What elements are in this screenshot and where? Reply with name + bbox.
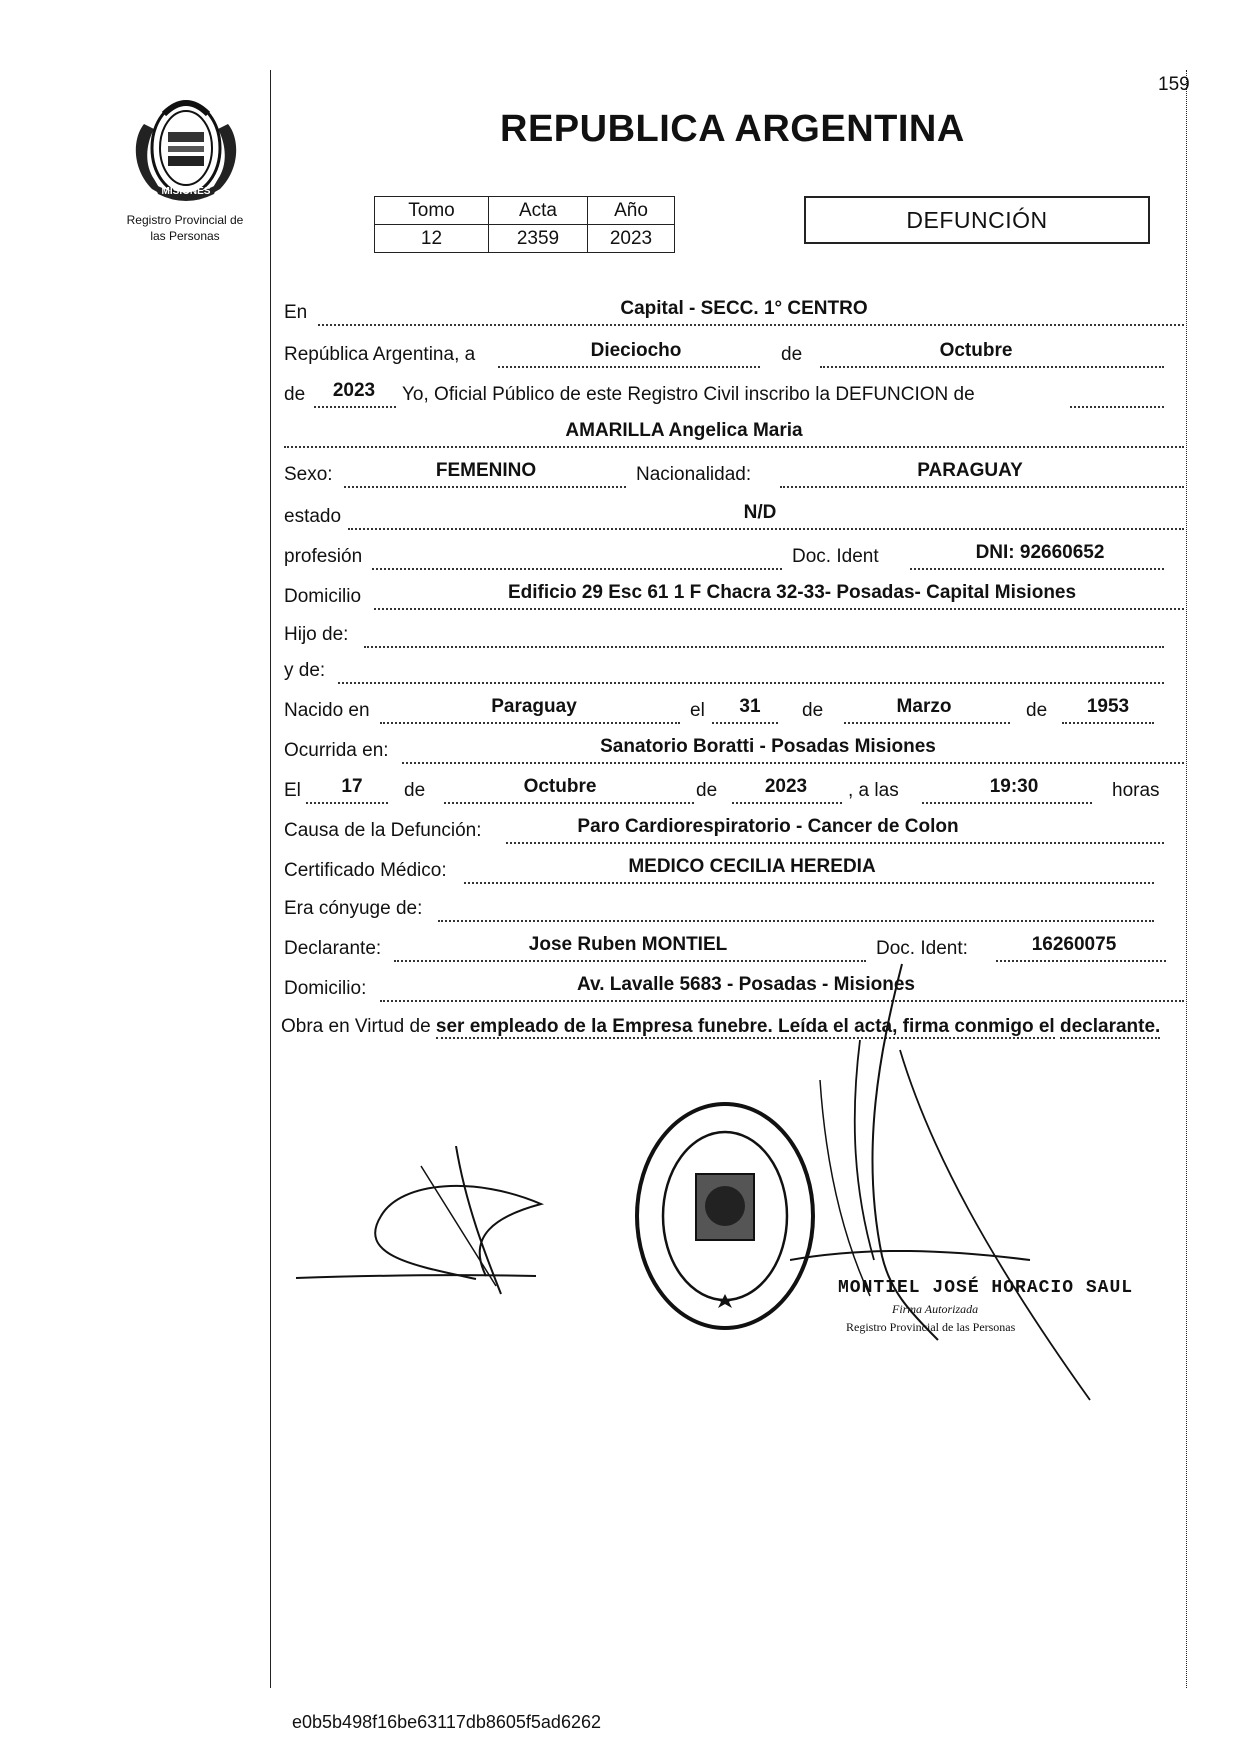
officer-signature [790,960,1120,1430]
birth-day: 31 [739,696,761,717]
row-name [284,414,1184,452]
svg-text:MISIONES: MISIONES [161,186,211,197]
dotted-line [402,759,1184,764]
causa-value: Paro Cardiorespiratorio - Cancer de Colon [577,816,959,837]
yde-label: y de: [284,660,326,681]
officer-org: Registro Provincial de las Personas [846,1320,1016,1334]
hijo-label: Hijo de: [284,624,349,645]
de-label: de [781,344,803,365]
death-month: Octubre [523,776,597,797]
row-death-date [284,770,1184,808]
death-day: 17 [341,776,363,797]
registry-table [374,196,675,253]
de-label: de [404,780,426,801]
declarante-value: Jose Ruben MONTIEL [528,934,728,955]
officer-title: Firma Autorizada [892,1302,979,1316]
obra-label: Obra en Virtud de [281,1016,431,1037]
officer-name: MONTIEL JOSÉ HORACIO SAUL [838,1278,1134,1298]
dotted-line [780,483,1184,488]
birth-month: Marzo [896,696,952,717]
row-estado [284,496,1184,534]
dotted-line [922,799,1092,804]
dotted-line [712,719,778,724]
dotted-line [444,799,694,804]
doc-value: DNI: 92660652 [975,542,1105,563]
dotted-line [344,483,626,488]
dotted-line [438,917,1154,922]
doc2-value: 16260075 [1031,934,1117,955]
document-hash: e0b5b498f16be63117db8605f5ad6262 [292,1712,601,1732]
de-label: de [284,384,306,405]
death-year: 2023 [764,776,808,797]
value-acta: 2359 [489,225,588,253]
domicilio2-label: Domicilio: [284,978,367,999]
doc-label: Doc. Ident [792,546,879,567]
row-sexo [284,454,1184,492]
value-anio: 2023 [588,225,675,253]
de-label: de [1026,700,1048,721]
alas-label: , a las [848,780,899,801]
row-date [284,334,1184,372]
header-acta: Acta [489,197,588,225]
nacionalidad-value: PARAGUAY [917,460,1023,481]
ocurrida-value: Sanatorio Boratti - Posadas Misiones [600,736,936,757]
estado-label: estado [284,506,342,527]
dotted-line [1062,719,1154,724]
row-en [284,292,1184,330]
certificado-value: MEDICO CECILIA HEREDIA [628,856,876,877]
doc2-label: Doc. Ident: [876,938,968,959]
header-anio: Año [588,197,675,225]
obra-value-end: declarante. [1059,1016,1161,1037]
causa-label: Causa de la Defunción: [284,820,482,841]
de-label: de [802,700,824,721]
dotted-line [844,719,1010,724]
en-value: Capital - SECC. 1° CENTRO [620,298,868,319]
domicilio2-value: Av. Lavalle 5683 - Posadas - Misiones [577,974,915,995]
row-conyuge [284,888,1184,926]
domicilio-label: Domicilio [284,586,362,607]
left-margin-line [270,70,271,1688]
day-value: Dieciocho [590,340,682,361]
dotted-line [380,719,680,724]
org-caption-line2: las Personas [150,229,220,243]
dotted-line [1070,403,1164,408]
value-tomo: 12 [375,225,489,253]
dotted-line [314,403,396,408]
dotted-line [498,363,760,368]
dotted-line [318,321,1184,326]
row-domicilio [284,576,1184,614]
dotted-line [910,565,1164,570]
horas-label: horas [1112,780,1160,801]
row-certificado [284,850,1184,888]
right-margin-line [1186,70,1187,1688]
org-caption [100,212,270,244]
dotted-line [364,643,1164,648]
el-label: El [284,780,301,801]
dotted-line [374,605,1184,610]
domicilio-value: Edificio 29 Esc 61 1 F Chacra 32-33- Posadas- Capital Misiones [507,582,1077,603]
header-tomo: Tomo [375,197,489,225]
declarant-signature [296,1146,586,1296]
month-value: Octubre [939,340,1013,361]
obra-value: ser empleado de la Empresa funebre. Leída el acta, firma conmigo el [435,1016,1055,1037]
misiones-crest-logo [124,84,248,206]
row-causa [284,810,1184,848]
nacionalidad-label: Nacionalidad: [636,464,752,485]
dotted-line [338,679,1164,684]
declarante-label: Declarante: [284,938,382,959]
org-caption-line1: Registro Provincial de [126,213,244,227]
nacido-label: Nacido en [284,700,370,721]
inscribo-text: Yo, Oficial Público de este Registro Civil inscribo la DEFUNCION de [402,384,975,405]
dotted-line [732,799,842,804]
year-value: 2023 [332,380,376,401]
death-time: 19:30 [989,776,1039,797]
dotted-line [820,363,1164,368]
de-label: de [696,780,718,801]
dotted-line [306,799,388,804]
row-yde [284,650,1184,688]
dotted-line [506,839,1164,844]
dotted-line [464,879,1154,884]
row-ocurrida [284,730,1184,768]
el-label: el [690,700,705,721]
republica-label: República Argentina, a [284,344,476,365]
row-year [284,374,1184,412]
ocurrida-label: Ocurrida en: [284,740,389,761]
sexo-label: Sexo: [284,464,333,485]
row-hijo [284,614,1184,652]
row-nacido [284,690,1184,728]
registry-type-box: DEFUNCIÓN [804,196,1150,244]
dotted-line [372,565,782,570]
page-title: REPUBLICA ARGENTINA [500,108,965,150]
dotted-line [348,525,1184,530]
profesion-label: profesión [284,546,363,567]
deceased-name: AMARILLA Angelica Maria [565,420,803,441]
certificado-label: Certificado Médico: [284,860,447,881]
en-label: En [284,302,308,323]
conyuge-label: Era cónyuge de: [284,898,423,919]
birth-year: 1953 [1086,696,1130,717]
row-profesion [284,536,1184,574]
page-number: 159 [1158,74,1190,95]
dotted-line [284,443,1184,448]
nacido-value: Paraguay [491,696,577,717]
sexo-value: FEMENINO [435,460,537,481]
estado-value: N/D [743,502,777,523]
